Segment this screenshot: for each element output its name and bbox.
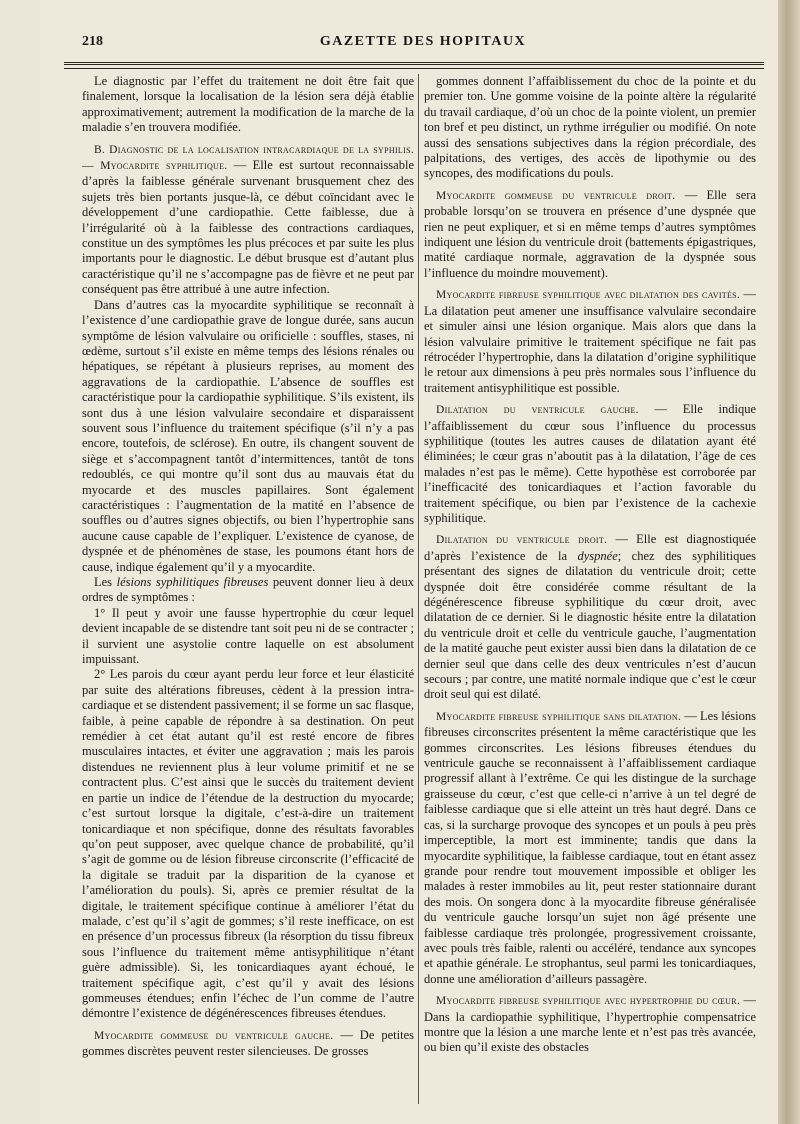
paragraph-text: peuvent donner lieu à deux ordres de symptômes :	[82, 575, 414, 605]
paragraph-text: ; chez des syphilitiques présentant des signes de dilatation du ventricule droit; cette dyspnée doit être considérée comme résultant de la dégénérescence fibreuse syphilitique du cœur droit, avec dilatation de ce dernier. Si le diagnostic hésite entre la dilatation du ventricule droit et celle du ventricule gauche, l’augmentation de la matité gauche peut exister aussi bien dans la dilatation de ce dernier seul que dans celle des deux ventricules n’est d’aucun secours ; par contre, une matité normale indique que c’est le cœur droit seul qui est dilaté.	[424, 548, 756, 702]
page-number: 218	[82, 34, 103, 49]
section-paragraph	[82, 1028, 414, 1060]
publication-title: GAZETTE DES HOPITAUX	[319, 34, 527, 49]
paragraph-text: — Elle est diagnostiquée d’après l’existence de la	[424, 532, 756, 563]
column-divider	[418, 74, 419, 1104]
section-paragraph	[424, 993, 756, 1056]
section-heading: Myocardite gommeuse du ventricule droit.	[436, 189, 676, 202]
paragraph: Dans d’autres cas la myocardite syphilitique se reconnaît à l’existence d’une cardiopathie grave de longue durée, sans aucun symptôme de lésion valvulaire ou orificielle : souffles, stases, ni œdème, surtout s’il existe en même temps des lésions rénales ou hépatiques, se répétant à plusieurs reprises, au moment des aggravations de la cardiopathie. L’absence de souffles est caractéristique pour la cardiopathie syphilitique. S’ils existent, ils sont dus à une lésion valvulaire secondaire et disparaissent souvent sous l’influence du traitement spécifique (s’il n’y a pas encore, toutefois, de sclérose). En outre, ils changent souvent de siège et s’accompagnent tantôt d’intermittences, tantôt de tons redoublés, ce qui montre qu’il sont dus au mauvais état du myocarde et des muscles papillaires. Sont également caractéristiques : l’augmentation de la matité en l’absence de souffles ou d’autres signes objectifs, ou bien l’hypertrophie sans aucune cause capable de l’expliquer. L’existence de cyanose, de dyspnée et de phénomènes de stase, les poumons étant hors de cause, indique également qu’il y a myocardite.	[82, 297, 414, 574]
left-column	[82, 74, 414, 1104]
section-heading: Myocardite gommeuse du ventricule gauche.	[94, 1029, 334, 1042]
page-edge	[778, 0, 800, 1124]
paragraph-text: Les	[94, 575, 117, 589]
section-heading: B. Diagnostic de la localisation intracardiaque de la syphilis. — Myocardite syphilitique.	[82, 143, 414, 173]
paragraph	[82, 575, 414, 606]
section-paragraph	[424, 402, 756, 526]
paragraph: Le diagnostic par l’effet du traitement ne doit être fait que finalement, lorsque la localisation de la lésion sera déjà établie approximativement; autrement la modification de la marche de la maladie s’en trouvera modifiée.	[82, 74, 414, 135]
section-paragraph	[424, 709, 756, 987]
section-heading: Myocardite fibreuse syphilitique sans dilatation.	[436, 710, 682, 723]
page-header	[82, 30, 764, 56]
section-heading: Dilatation du ventricule gauche.	[436, 404, 639, 417]
section-paragraph	[424, 532, 756, 702]
paragraph-text: — Les lésions fibreuses circonscrites présentent la même caractéristique que les gommes circonscrites. Les lésions fibreuses étendues du ventricule gauche se reconnaissent à l’affaiblissement cardiaque progressif allant à l’extrême. Ce qui les distingue de la surchage graisseuse du cœur, c’est que celle-ci n’arrive à un tel degré de faiblesse cardiaque que si elle atteint un très haut degré. Dans ce cas, si la surcharge provoque des syncopes et un pouls à peu près imperceptible, la mort est imminente; tandis que dans la myocardite syphilitique, la faiblesse cardiaque, tout en étant assez grande pour rendre tout mouvement impossible et obliger les malades à rester immobiles au lit, peut rester stationnaire durant des mois. On songera donc à la myocardite fibreuse généralisée du ventricule gauche lorsqu’un sujet non âgé présente une faiblesse cardiaque très prolongée, progressivement croissante, avec pouls très faible, ralenti ou accéléré, tendance aux syncopes et apathie générale. Le strophantus, seul parmi les tonicardiaques, donne une amélioration d’ailleurs passagère.	[424, 708, 756, 986]
paragraph: 1° Il peut y avoir une fausse hypertrophie du cœur lequel devient incapable de se distendre tant soit peu ni de se contracter ; il survient une asystolie contre laquelle on est absolument impuissant.	[82, 605, 414, 667]
paragraph-text: — De petites gommes discrètes peuvent rester silencieuses. De grosses	[82, 1027, 414, 1059]
paragraph-text: — Elle sera probable lorsqu’on se trouvera en présence d’une dyspnée que rien ne peut expliquer, et si en même temps d’autres symptômes indiquent une lésion du ventricule droit (battements épigastriques, matité cardiaque normale, aggravation de la dyspnée sous l’influence du moindre mouvement).	[424, 187, 756, 280]
emphasis-text: lésions syphilitiques fibreuses	[116, 575, 269, 589]
section-paragraph	[424, 287, 756, 396]
emphasis-text: dyspnée	[577, 548, 618, 563]
paragraph: 2° Les parois du cœur ayant perdu leur force et leur élasticité par suite des altérations fibreuses, cèdent à la pression intra-cardiaque et se distendent passivement; il se forme un sac flasque, faible, à peine capable de répondre à sa destination. On peut remédier à cet état autant qu’il est resté encore de fibres musculaires intactes, et éviter une aggravation ; mais les parois distendues ne reviennent plus à leur volume primitif et ne se contractent plus. C’est ainsi que le succès du traitement devient en partie un indice de l’étendue de la destruction du myocarde; c’est surtout lorsque la digitale, c’est-à-dire un traitement tonicardiaque et non spécifique, donne des résultats favorables qu’on peut supposer, avec quelque chance de probabilité, qu’il s’agit de gomme ou de lésion fibreuse circonscrite (l’efficacité de la digitale se traduit par la disparition de la cyanose et l’amélioration du pouls). Si, après ce premier résultat de la digitale, le traitement spécifique continue à améliorer l’état du malade, c’est qu’il s’agit de gommes; s’il reste inefficace, on est en présence d’un processus fibreux (la résorption du tissu fibreux sous l’influence du traitement même antisyphilitique n’étant guère admissible). Si, les tonicardiaques ayant échoué, le traitement spécifique agit, c’est qu’il y avait des lésions gommeuses étendues; enfin l’échec de l’un comme de l’autre démontre l’existence de dégénérescences fibreuses étendues.	[82, 667, 414, 1021]
paragraph-text: — Elle indique l’affaiblissement du cœur sous l’influence du processus syphilitique (toutes les autres causes de dilatation ayant été éliminées; le cœur gras n’aboutit pas à la dilatation, l’âge de ces malades n’est pas le même). Cette hypothèse est corroborée par l’inefficacité des tonicardiaques et l’action favorable du traitement spécifique, ou bien par l’existence de la cachexie syphilitique.	[424, 402, 756, 525]
paragraph-text: — Elle est surtout reconnaissable d’après la faiblesse générale survenant brusquement chez des sujets très bien portants jusque-là, ce début coïncidant avec le développement d’une cardiopathie. Cette faiblesse, due à l’irrégularité où à la faiblesse des contractions cardiaques, constitue un des symptômes les plus précoces et par suite les plus importants pour le diagnostic. Le début brusque est d’autant plus caractéristique qu’il ne s’accompagne pas de fièvre et ne peut par conséquent pas être attribué à une autre infection.	[82, 158, 414, 297]
paragraph-text: — Dans la cardiopathie syphilitique, l’hypertrophie compensatrice montre que la lésion a une marche lente et n’est pas très avancée, ou bien qu’il existe des obstacles	[424, 993, 756, 1055]
section-heading: Myocardite fibreuse syphilitique avec hypertrophie du cœur.	[436, 995, 741, 1008]
paragraph-text: — La dilatation peut amener une insuffisance valvulaire secondaire et simuler ainsi une lésion organique. Mais alors que dans la lésion valvulaire primitive le traitement spécifique ne fait pas rétrocéder l’hypertrophie, dans la dilatation d’origine syphilitique le retour aux dimensions à peu près normales sous l’influence du traitement antisyphilitique est possible.	[424, 287, 756, 395]
section-paragraph	[82, 142, 414, 298]
section-heading: Dilatation du ventricule droit.	[436, 534, 608, 547]
paragraph: gommes donnent l’affaiblissement du choc de la pointe et du premier ton. Une gomme voisine de la pointe altère la régularité du travail cardiaque, d’où un choc de la pointe violent, un premier ton bref et peu distinct, un rythme irrégulier ou modifié. On note aussi des sensations subjectives dans la région précordiale, des palpitations, des vertiges, des accès de lipothymie ou des syncopes, des modifications du pouls.	[424, 74, 756, 181]
header-rule-thin	[64, 68, 764, 69]
section-paragraph	[424, 188, 756, 281]
header-rule	[64, 62, 764, 65]
right-column	[424, 74, 756, 1104]
section-heading: Myocardite fibreuse syphilitique avec dilatation des cavités.	[436, 289, 741, 302]
